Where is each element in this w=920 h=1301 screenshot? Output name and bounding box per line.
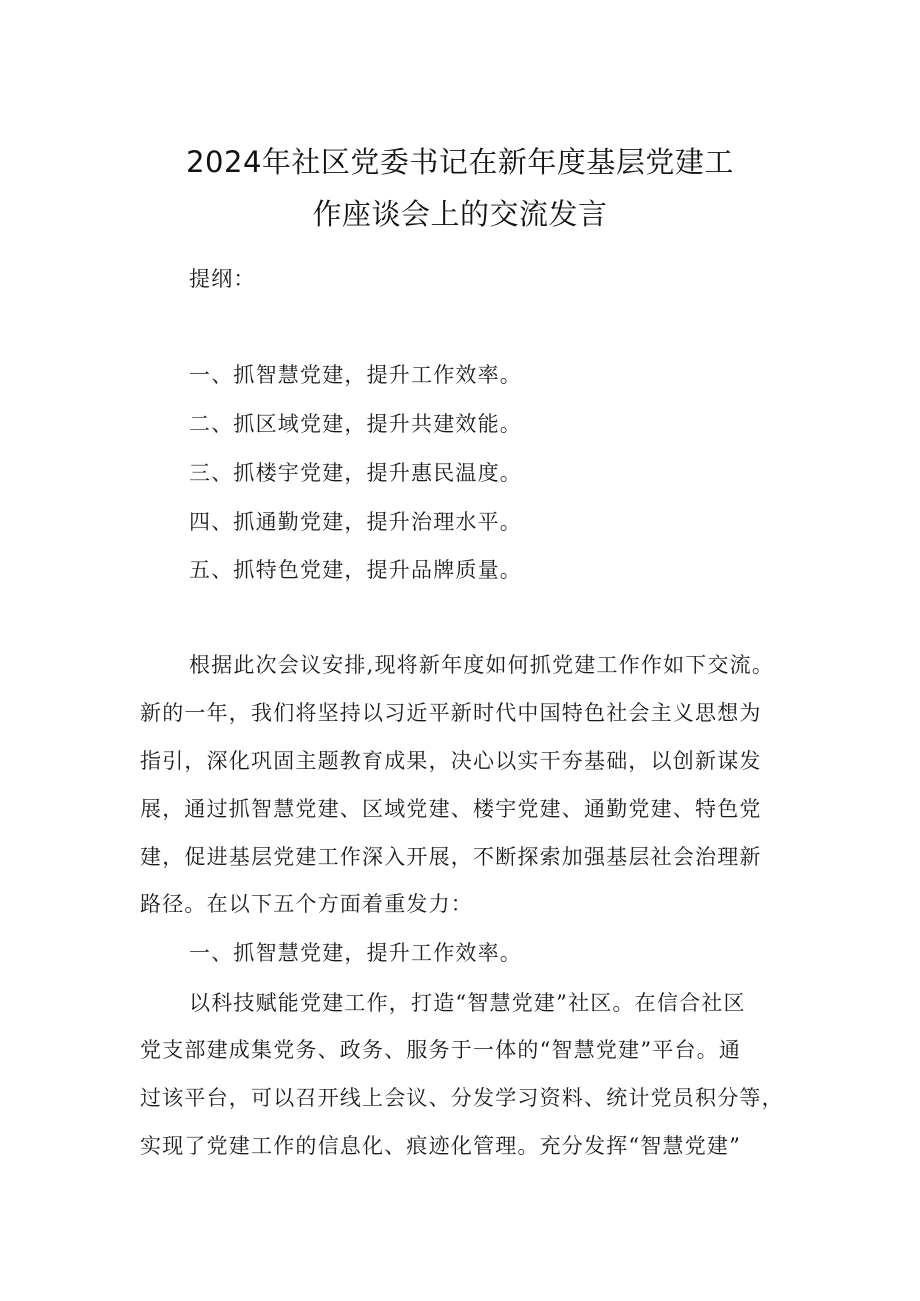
intro-paragraph-line-1: 根据此次会议安排,现将新年度如何抓党建工作作如下交流。 [189,653,775,677]
section-1-line-1: 以科技赋能党建工作，打造“智慧党建”社区。在信合社区 [189,991,746,1015]
section-1-line-3: 过该平台，可以召开线上会议、分发学习资料、统计党员积分等， [140,1086,784,1110]
outline-item-5: 五、抓特色党建，提升品牌质量。 [189,558,522,582]
outline-item-3: 三、抓楼宇党建，提升惠民温度。 [189,461,522,485]
intro-paragraph-line-6: 路径。在以下五个方面着重发力： [140,892,473,916]
outline-item-1: 一、抓智慧党建，提升工作效率。 [189,363,522,387]
outline-item-4: 四、抓通勤党建，提升治理水平。 [189,510,522,534]
intro-paragraph-line-2: 新的一年，我们将坚持以习近平新时代中国特色社会主义思想为 [140,701,762,725]
section-1-heading: 一、抓智慧党建，提升工作效率。 [189,941,522,965]
intro-paragraph-line-4: 展，通过抓智慧党建、区域党建、楼宇党建、通勤党建、特色党 [140,797,762,821]
section-1-line-4: 实现了党建工作的信息化、痕迹化管理。充分发挥“智慧党建” [140,1134,742,1158]
outline-label: 提纲： [189,267,256,291]
intro-paragraph-line-3: 指引，深化巩固主题教育成果，决心以实干夯基础，以创新谋发 [140,749,762,773]
section-1-line-2: 党支部建成集党务、政务、服务于一体的“智慧党建”平台。通 [140,1038,742,1062]
document-title-line-2: 作座谈会上的交流发言 [312,197,608,231]
document-title-line-1: 2024年社区党委书记在新年度基层党建工 [186,145,734,179]
intro-paragraph-line-5: 建，促进基层党建工作深入开展，不断探索加强基层社会治理新 [140,845,762,869]
outline-item-2: 二、抓区域党建，提升共建效能。 [189,412,522,436]
